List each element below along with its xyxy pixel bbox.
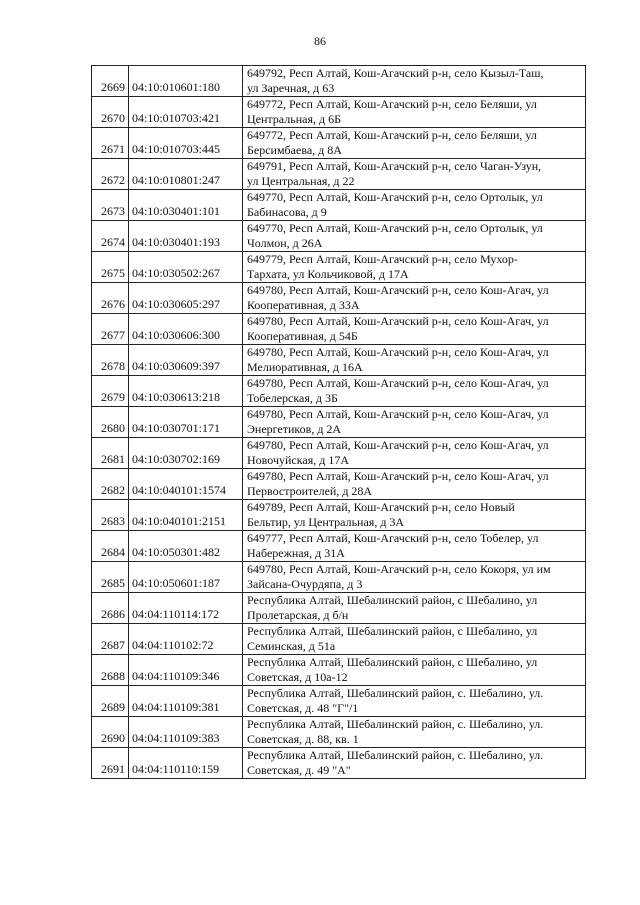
table-row (92, 159, 586, 190)
table-row (92, 221, 586, 252)
row-number: 2677 (92, 314, 129, 345)
address: 649772, Респ Алтай, Кош-Агачский р-н, село Беляши, ул Берсимбаева, д 8А (243, 128, 586, 159)
registry-table (91, 65, 586, 779)
table-row (92, 748, 586, 779)
table-row (92, 190, 586, 221)
address: 649789, Респ Алтай, Кош-Агачский р-н, село Новый Бельтир, ул Центральная, д 3А (243, 500, 586, 531)
address: 649770, Респ Алтай, Кош-Агачский р-н, село Ортолык, ул Чолмон, д 26А (243, 221, 586, 252)
table-row (92, 469, 586, 500)
address: Республика Алтай, Шебалинский район, с. Шебалино, ул. Советская, д. 88, кв. 1 (243, 717, 586, 748)
registry-table-container (91, 65, 586, 779)
row-number: 2688 (92, 655, 129, 686)
cadastral-number: 04:04:110102:72 (129, 624, 243, 655)
row-number: 2687 (92, 624, 129, 655)
table-row (92, 655, 586, 686)
cadastral-number: 04:10:040101:2151 (129, 500, 243, 531)
table-row (92, 500, 586, 531)
row-number: 2671 (92, 128, 129, 159)
cadastral-number: 04:10:010601:180 (129, 66, 243, 97)
cadastral-number: 04:10:030613:218 (129, 376, 243, 407)
table-row (92, 407, 586, 438)
table-row (92, 66, 586, 97)
address: 649780, Респ Алтай, Кош-Агачский р-н, село Кош-Агач, ул Новочуйская, д 17А (243, 438, 586, 469)
address: Республика Алтай, Шебалинский район, с Шебалино, ул Семинская, д 51а (243, 624, 586, 655)
cadastral-number: 04:10:050301:482 (129, 531, 243, 562)
cadastral-number: 04:10:030401:193 (129, 221, 243, 252)
cadastral-number: 04:10:030401:101 (129, 190, 243, 221)
address: 649780, Респ Алтай, Кош-Агачский р-н, село Кош-Агач, ул Кооперативная, д 54Б (243, 314, 586, 345)
table-row (92, 562, 586, 593)
table-row (92, 376, 586, 407)
address: 649780, Респ Алтай, Кош-Агачский р-н, село Кош-Агач, ул Мелиоративная, д 16А (243, 345, 586, 376)
row-number: 2689 (92, 686, 129, 717)
cadastral-number: 04:10:030701:171 (129, 407, 243, 438)
cadastral-number: 04:10:030702:169 (129, 438, 243, 469)
row-number: 2674 (92, 221, 129, 252)
address: 649779, Респ Алтай, Кош-Агачский р-н, село Мухор- Тархата, ул Кольчиковой, д 17А (243, 252, 586, 283)
cadastral-number: 04:10:030605:297 (129, 283, 243, 314)
row-number: 2685 (92, 562, 129, 593)
cadastral-number: 04:10:030502:267 (129, 252, 243, 283)
cadastral-number: 04:10:040101:1574 (129, 469, 243, 500)
row-number: 2676 (92, 283, 129, 314)
cadastral-number: 04:10:010703:421 (129, 97, 243, 128)
row-number: 2682 (92, 469, 129, 500)
address: 649780, Респ Алтай, Кош-Агачский р-н, село Кош-Агач, ул Тобелерская, д 3Б (243, 376, 586, 407)
cadastral-number: 04:10:010703:445 (129, 128, 243, 159)
row-number: 2683 (92, 500, 129, 531)
table-row (92, 128, 586, 159)
table-row (92, 531, 586, 562)
table-row (92, 283, 586, 314)
cadastral-number: 04:04:110109:381 (129, 686, 243, 717)
row-number: 2681 (92, 438, 129, 469)
address: Республика Алтай, Шебалинский район, с Шебалино, ул Советская, д 10а-12 (243, 655, 586, 686)
address: Республика Алтай, Шебалинский район, с Шебалино, ул Пролетарская, д б/н (243, 593, 586, 624)
table-row (92, 345, 586, 376)
row-number: 2672 (92, 159, 129, 190)
cadastral-number: 04:04:110110:159 (129, 748, 243, 779)
table-row (92, 624, 586, 655)
row-number: 2678 (92, 345, 129, 376)
table-row (92, 717, 586, 748)
address: 649780, Респ Алтай, Кош-Агачский р-н, село Кокоря, ул им Зайсана-Очурдяпа, д 3 (243, 562, 586, 593)
cadastral-number: 04:10:030609:397 (129, 345, 243, 376)
address: 649772, Респ Алтай, Кош-Агачский р-н, село Беляши, ул Центральная, д 6Б (243, 97, 586, 128)
address: Республика Алтай, Шебалинский район, с. Шебалино, ул. Советская, д. 49 "А" (243, 748, 586, 779)
table-row (92, 314, 586, 345)
registry-table-body (92, 66, 586, 779)
table-row (92, 686, 586, 717)
cadastral-number: 04:04:110114:172 (129, 593, 243, 624)
row-number: 2669 (92, 66, 129, 97)
cadastral-number: 04:04:110109:346 (129, 655, 243, 686)
cadastral-number: 04:10:010801:247 (129, 159, 243, 190)
cadastral-number: 04:10:050601:187 (129, 562, 243, 593)
row-number: 2686 (92, 593, 129, 624)
address: 649770, Респ Алтай, Кош-Агачский р-н, село Ортолык, ул Бабинасова, д 9 (243, 190, 586, 221)
row-number: 2680 (92, 407, 129, 438)
row-number: 2675 (92, 252, 129, 283)
address: 649780, Респ Алтай, Кош-Агачский р-н, село Кош-Агач, ул Кооперативная, д 33А (243, 283, 586, 314)
table-row (92, 97, 586, 128)
row-number: 2679 (92, 376, 129, 407)
address: 649780, Респ Алтай, Кош-Агачский р-н, село Кош-Агач, ул Первостроителей, д 28А (243, 469, 586, 500)
row-number: 2673 (92, 190, 129, 221)
page-number: 86 (314, 34, 326, 48)
address: 649780, Респ Алтай, Кош-Агачский р-н, село Кош-Агач, ул Энергетиков, д 2А (243, 407, 586, 438)
cadastral-number: 04:04:110109:383 (129, 717, 243, 748)
table-row (92, 252, 586, 283)
address: 649791, Респ Алтай, Кош-Агачский р-н, село Чаган-Узун, ул Центральная, д 22 (243, 159, 586, 190)
address: Республика Алтай, Шебалинский район, с. Шебалино, ул. Советская, д. 48 "Г"/1 (243, 686, 586, 717)
table-row (92, 593, 586, 624)
address: 649792, Респ Алтай, Кош-Агачский р-н, село Кызыл-Таш, ул Заречная, д 63 (243, 66, 586, 97)
row-number: 2670 (92, 97, 129, 128)
row-number: 2684 (92, 531, 129, 562)
row-number: 2691 (92, 748, 129, 779)
cadastral-number: 04:10:030606:300 (129, 314, 243, 345)
address: 649777, Респ Алтай, Кош-Агачский р-н, село Тобелер, ул Набережная, д 31А (243, 531, 586, 562)
row-number: 2690 (92, 717, 129, 748)
table-row (92, 438, 586, 469)
